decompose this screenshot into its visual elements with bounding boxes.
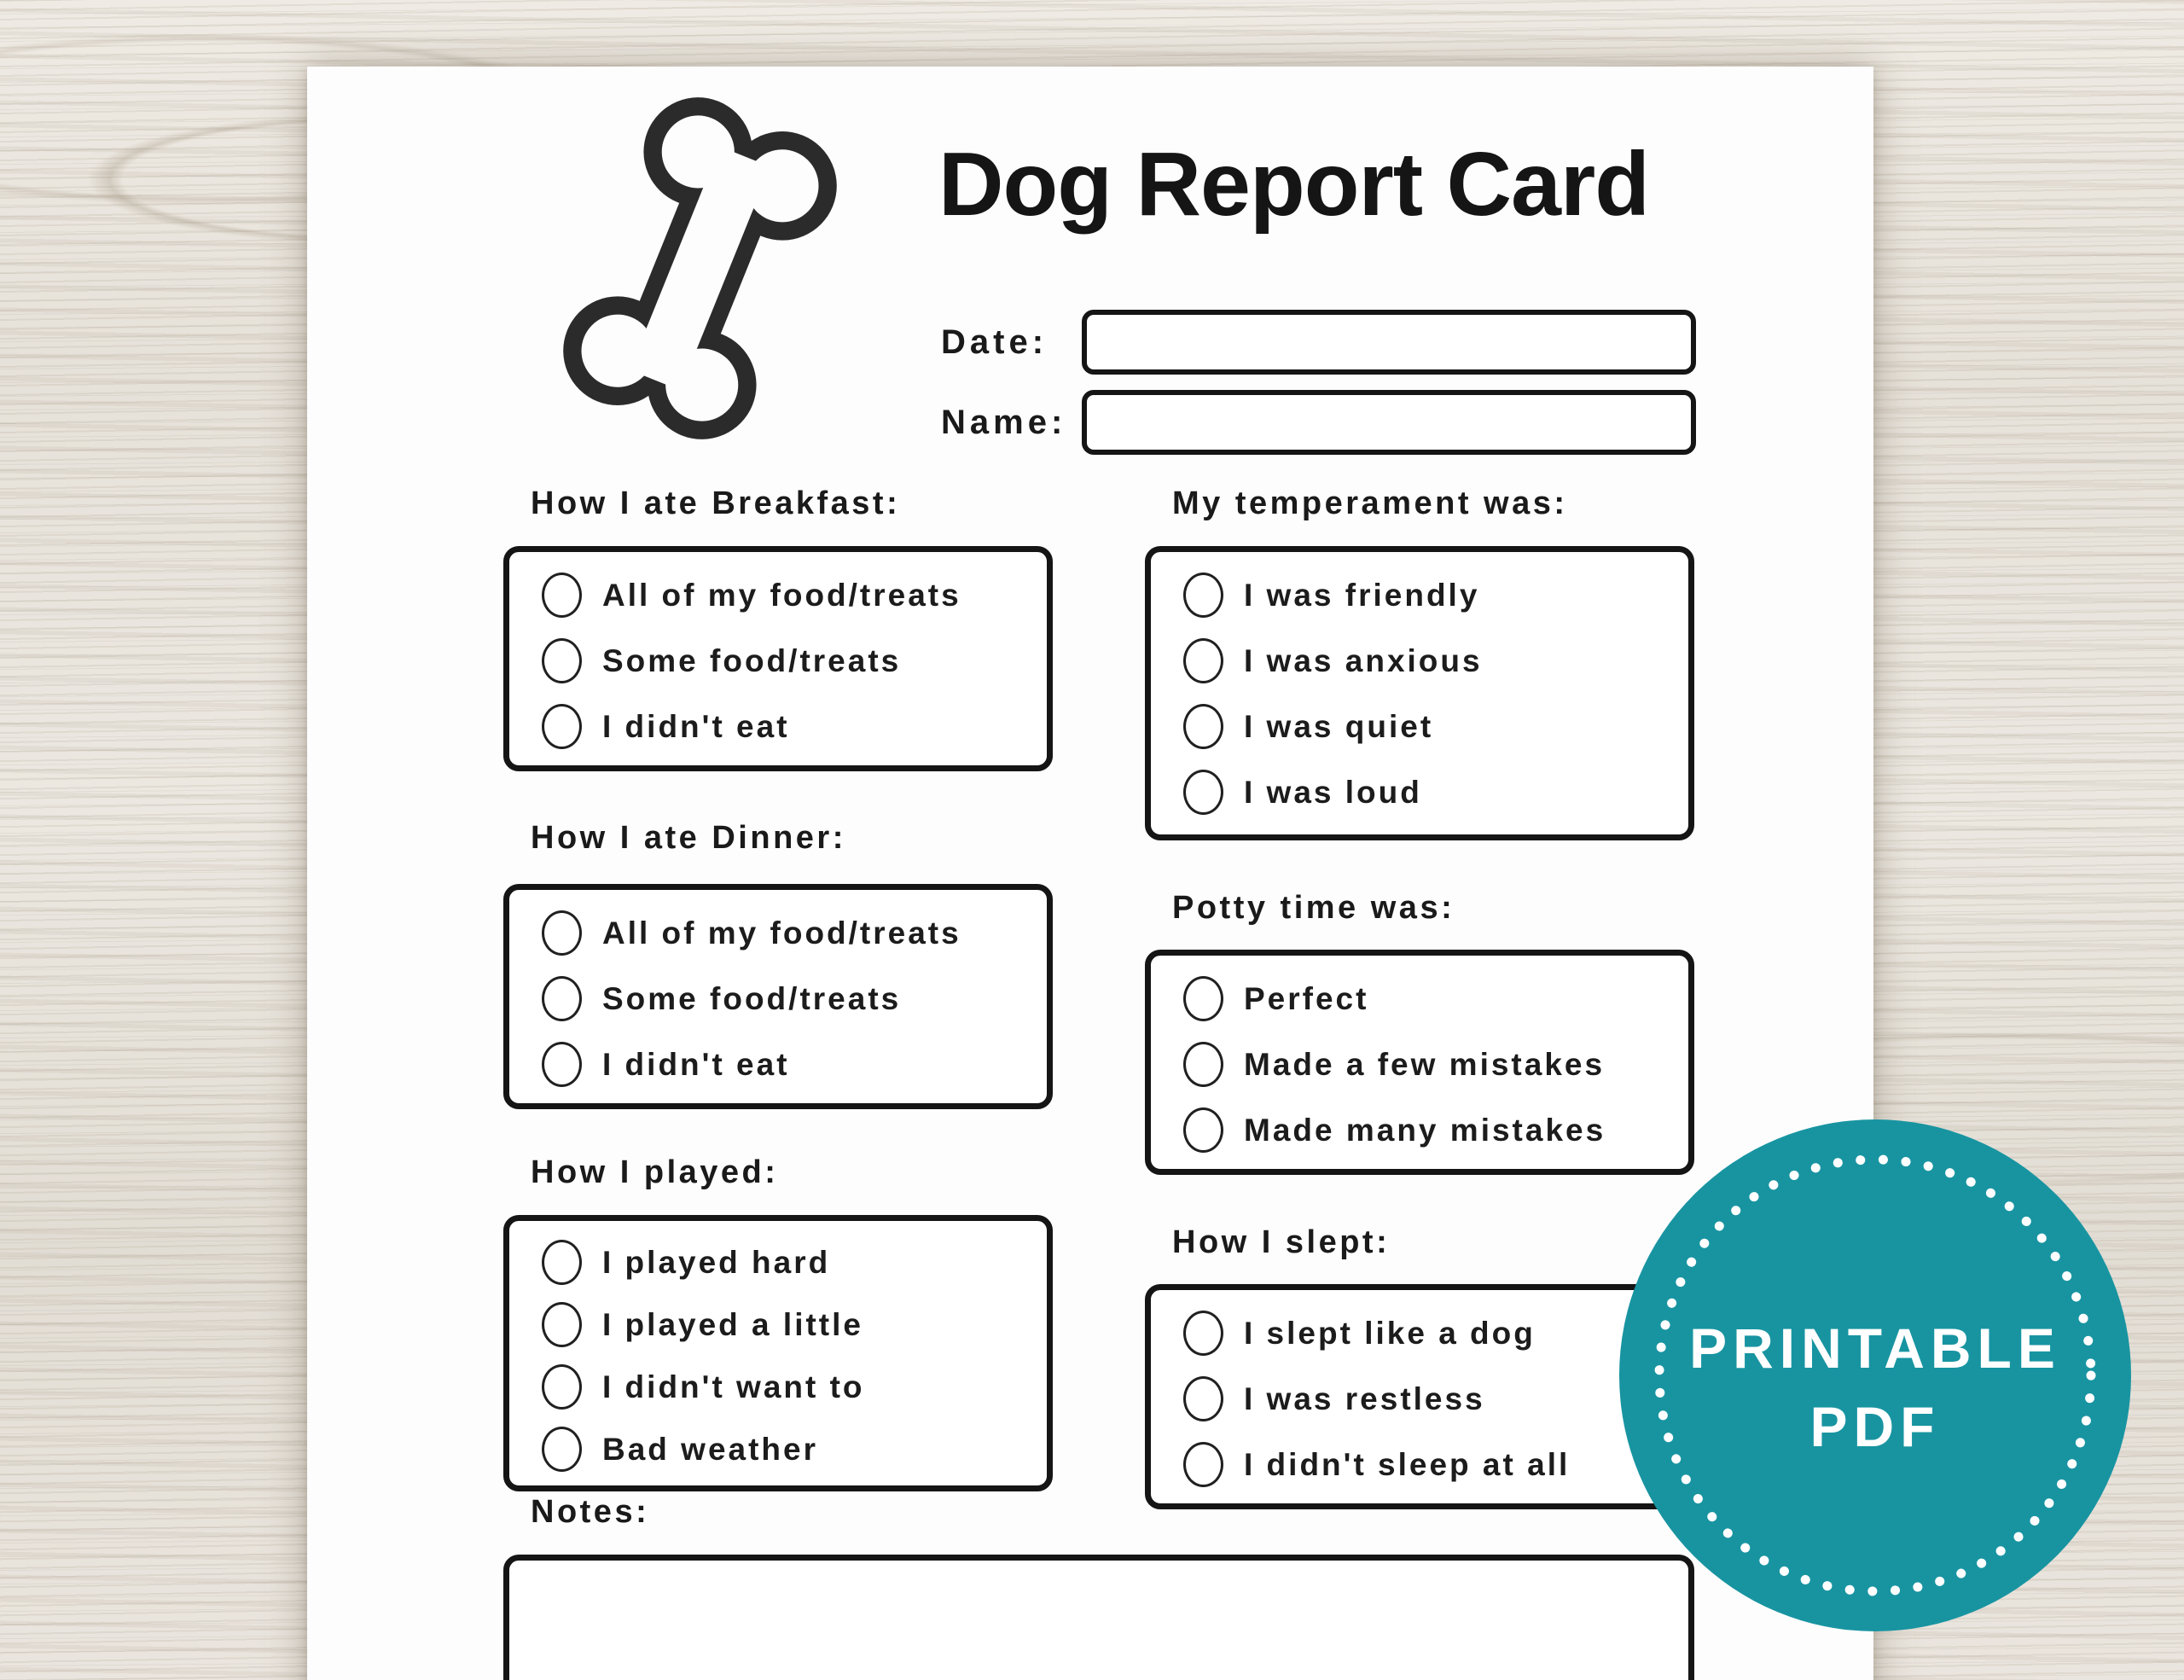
radio-button[interactable] <box>542 573 582 618</box>
option-label: I was friendly <box>1244 577 1480 613</box>
bone-icon <box>510 78 890 458</box>
option-row <box>509 562 1047 628</box>
notes-label: Notes: <box>531 1494 650 1530</box>
section-heading-breakfast: How I ate Breakfast: <box>531 485 901 521</box>
radio-button[interactable] <box>542 1240 582 1285</box>
section-heading-played: How I played: <box>531 1154 779 1190</box>
radio-button[interactable] <box>1183 1042 1223 1087</box>
section-heading-dinner: How I ate Dinner: <box>531 820 846 856</box>
badge-text-line1: PRINTABLE <box>1689 1317 2061 1380</box>
radio-button[interactable] <box>542 638 582 683</box>
radio-button[interactable] <box>542 1042 582 1087</box>
option-row <box>1151 1432 1688 1497</box>
radio-button[interactable] <box>542 1427 582 1472</box>
option-row <box>509 1293 1047 1356</box>
radio-button[interactable] <box>1183 1376 1223 1421</box>
radio-button[interactable] <box>542 1364 582 1410</box>
section-box-slept <box>1145 1284 1694 1509</box>
notes-input[interactable] <box>503 1555 1694 1680</box>
section-box-temperament <box>1145 546 1694 840</box>
radio-button[interactable] <box>542 704 582 749</box>
option-label: I didn't eat <box>602 708 790 744</box>
option-label: I played a little <box>602 1306 863 1342</box>
option-label: I didn't eat <box>602 1046 790 1082</box>
option-row <box>509 1356 1047 1418</box>
option-label: I was anxious <box>1244 642 1483 678</box>
radio-button[interactable] <box>542 910 582 956</box>
option-row <box>509 1032 1047 1097</box>
radio-button[interactable] <box>1183 770 1223 815</box>
option-row <box>1151 628 1688 694</box>
option-row <box>1151 694 1688 759</box>
option-label: Made many mistakes <box>1244 1112 1606 1148</box>
printable-pdf-badge <box>1619 1119 2131 1631</box>
option-label: Perfect <box>1244 980 1369 1016</box>
option-label: Some food/treats <box>602 642 902 678</box>
radio-button[interactable] <box>1183 1107 1223 1153</box>
option-label: I slept like a dog <box>1244 1315 1536 1351</box>
radio-button[interactable] <box>542 976 582 1021</box>
option-row <box>509 900 1047 966</box>
section-box-potty <box>1145 950 1694 1175</box>
option-label: Some food/treats <box>602 980 902 1016</box>
option-row <box>1151 1366 1688 1432</box>
radio-button[interactable] <box>1183 704 1223 749</box>
option-label: Bad weather <box>602 1431 819 1467</box>
option-row <box>1151 1097 1688 1163</box>
radio-button[interactable] <box>1183 1311 1223 1356</box>
option-label: Made a few mistakes <box>1244 1046 1606 1082</box>
name-label: Name: <box>941 403 1067 441</box>
date-field-row <box>941 309 1696 375</box>
radio-button[interactable] <box>542 1302 582 1347</box>
option-label: I played hard <box>602 1244 831 1280</box>
option-label: I didn't sleep at all <box>1244 1446 1571 1482</box>
badge-text-line2: PDF <box>1809 1395 1941 1458</box>
option-row <box>509 628 1047 694</box>
option-label: I was loud <box>1244 774 1422 810</box>
name-input[interactable] <box>1082 390 1696 455</box>
option-row <box>1151 1032 1688 1097</box>
option-label: All of my food/treats <box>602 915 961 950</box>
option-row <box>509 1418 1047 1480</box>
section-heading-temperament: My temperament was: <box>1172 485 1568 521</box>
section-heading-slept: How I slept: <box>1172 1224 1391 1260</box>
option-label: All of my food/treats <box>602 577 961 613</box>
radio-button[interactable] <box>1183 1442 1223 1487</box>
option-row <box>1151 1300 1688 1366</box>
section-heading-potty: Potty time was: <box>1172 890 1455 926</box>
option-row <box>1151 966 1688 1032</box>
radio-button[interactable] <box>1183 976 1223 1021</box>
radio-button[interactable] <box>1183 638 1223 683</box>
option-label: I didn't want to <box>602 1369 865 1404</box>
section-box-breakfast <box>503 546 1053 771</box>
option-label: I was restless <box>1244 1381 1485 1416</box>
section-box-dinner <box>503 884 1053 1109</box>
option-label: I was quiet <box>1244 708 1434 744</box>
option-row <box>509 694 1047 759</box>
option-row <box>1151 562 1688 628</box>
option-row <box>1151 759 1688 825</box>
radio-button[interactable] <box>1183 573 1223 618</box>
date-label: Date: <box>941 323 1048 361</box>
date-input[interactable] <box>1082 310 1696 375</box>
section-box-played <box>503 1215 1053 1491</box>
page-title: Dog Report Card <box>938 134 1649 235</box>
name-field-row <box>941 389 1696 456</box>
option-row <box>509 1231 1047 1293</box>
option-row <box>509 966 1047 1032</box>
